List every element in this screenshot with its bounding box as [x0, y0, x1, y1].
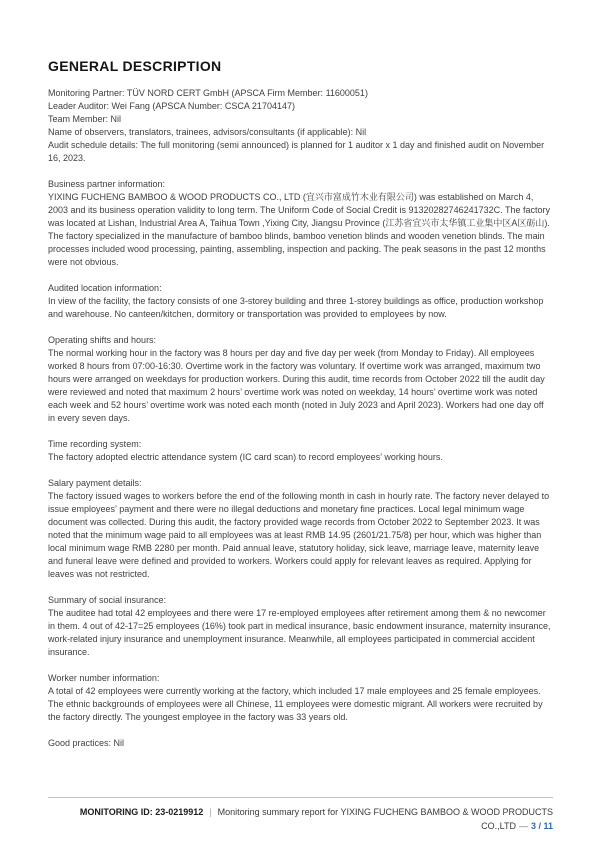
footer-dash: — — [518, 821, 528, 831]
section-social-insurance — [48, 594, 552, 659]
section-label: Salary payment details: — [48, 478, 142, 488]
section-body: The normal working hour in the factory was 8 hours per day and five day per week (from Monday to Friday). All employees worked 8 hours from 07:00-16:30. Overtime work in the factory was voluntary. If overtime work was arranged, maximum two hours were arranged on weekdays for production workers. During this audit, time records from October 2022 till the audit day were reviewed and noted that maximum 2 hours’ overtime work was noted on weekday, 14 hours’ overtime work was noted each week and 52 hours’ overtime work was noted each month (noted in July 2023 and April 2023). Workers had one day off in every seven days. — [48, 348, 545, 423]
audit-schedule-line: Audit schedule details: The full monitoring (semi announced) is planned for 1 auditor x 1 day and finished audit on November 16, 2023. — [48, 140, 545, 163]
section-body: YIXING FUCHENG BAMBOO & WOOD PRODUCTS CO., LTD (宜兴市富成竹木业有限公司) was established on March 4, 2003 and its business operation validity to long term. The Uniform Code of Social Credit is 91320282746241732C. The factory was located at Lishan, Industrial Area A, Taihua Town ,Yixing City, Jiangsu Province (江苏省宜兴市太华镇工业集中区A区砺山). The factory specialized in the manufacture of bamboo blinds, bamboo venetion blinds and wooden venetion blinds. The main processes included wood processing, painting, assembling, inspection and packing. The peak seasons in the past 12 months were not obvious. — [48, 192, 550, 267]
section-label: Good practices: Nil — [48, 738, 125, 748]
section-operating-shifts — [48, 334, 552, 425]
section-body: The factory adopted electric attendance system (IC card scan) to record employees’ working hours. — [48, 452, 443, 462]
audit-header-block — [48, 87, 552, 165]
section-label: Summary of social insurance: — [48, 595, 167, 605]
section-body: The factory issued wages to workers before the end of the following month in cash in hourly rate. The factory never delayed to issue employees’ payment and there were no illegal deductions and monetary fine practices. Local legal minimum wage document was collected. During this audit, the factory provided wage records from October 2022 to September 2023. It was noted that the minimum wage paid to all employees was at least RMB 14.95 (2601/21.75/8) per hour, which was higher than local minimum wage RMB 2280 per month. Paid annual leave, statutory holiday, sick leave, marriage leave, maternity leave and funeral leave were defined and provided to workers. Workers could apply for relevant leaves as required. Applying for leaves was not restricted. — [48, 491, 550, 579]
section-label: Operating shifts and hours: — [48, 335, 157, 345]
section-label: Worker number information: — [48, 673, 160, 683]
section-audited-location — [48, 282, 552, 321]
section-label: Audited location information: — [48, 283, 162, 293]
footer-report-title: Monitoring summary report for YIXING FUCHENG BAMBOO & WOOD PRODUCTS CO.,LTD — [217, 807, 553, 831]
monitoring-partner-line: Monitoring Partner: TÜV NORD CERT GmbH (APSCA Firm Member: 11600051) — [48, 88, 368, 98]
section-body: A total of 42 employees were currently working at the factory, which included 17 male employees and 25 female employees. The ethnic backgrounds of employees were all Chinese, 11 employees were domestic migrant. All workers were recruited by the factory directly. The youngest employee in the factory was 33 years old. — [48, 686, 543, 722]
footer-text — [48, 805, 553, 833]
section-good-practices — [48, 737, 552, 750]
section-worker-number — [48, 672, 552, 724]
page-title: GENERAL DESCRIPTION — [48, 58, 222, 74]
section-time-recording — [48, 438, 552, 464]
monitoring-id: MONITORING ID: 23-0219912 — [79, 807, 204, 817]
section-business-partner — [48, 178, 552, 269]
team-member-line: Team Member: Nil — [48, 114, 122, 124]
section-label: Time recording system: — [48, 439, 142, 449]
section-body: In view of the facility, the factory consists of one 3-storey building and three 1-storey buildings as office, production workshop and warehouse. No canteen/kitchen, dormitory or transportation was provided to employees by now. — [48, 296, 544, 319]
section-salary-payment — [48, 477, 552, 581]
page-footer — [48, 797, 553, 833]
observers-line: Name of observers, translators, trainees, advisors/consultants (if applicable): Nil — [48, 127, 367, 137]
section-label: Business partner information: — [48, 179, 166, 189]
section-body: The auditee had total 42 employees and there were 17 re-employed employees after retirement among them & no newcomer in them. 4 out of 42-17=25 employees (16%) took part in medical insurance, basic endowment insurance, maternity insurance, work-related injury insurance and unemployment insurance. Meanwhile, all employees participated in commercial accident insurance. — [48, 608, 551, 657]
leader-auditor-line: Leader Auditor: Wei Fang (APSCA Number: CSCA 21704147) — [48, 101, 295, 111]
page-number: 3 / 11 — [530, 821, 553, 831]
footer-separator: | — [209, 807, 212, 817]
footer-divider — [48, 797, 553, 798]
